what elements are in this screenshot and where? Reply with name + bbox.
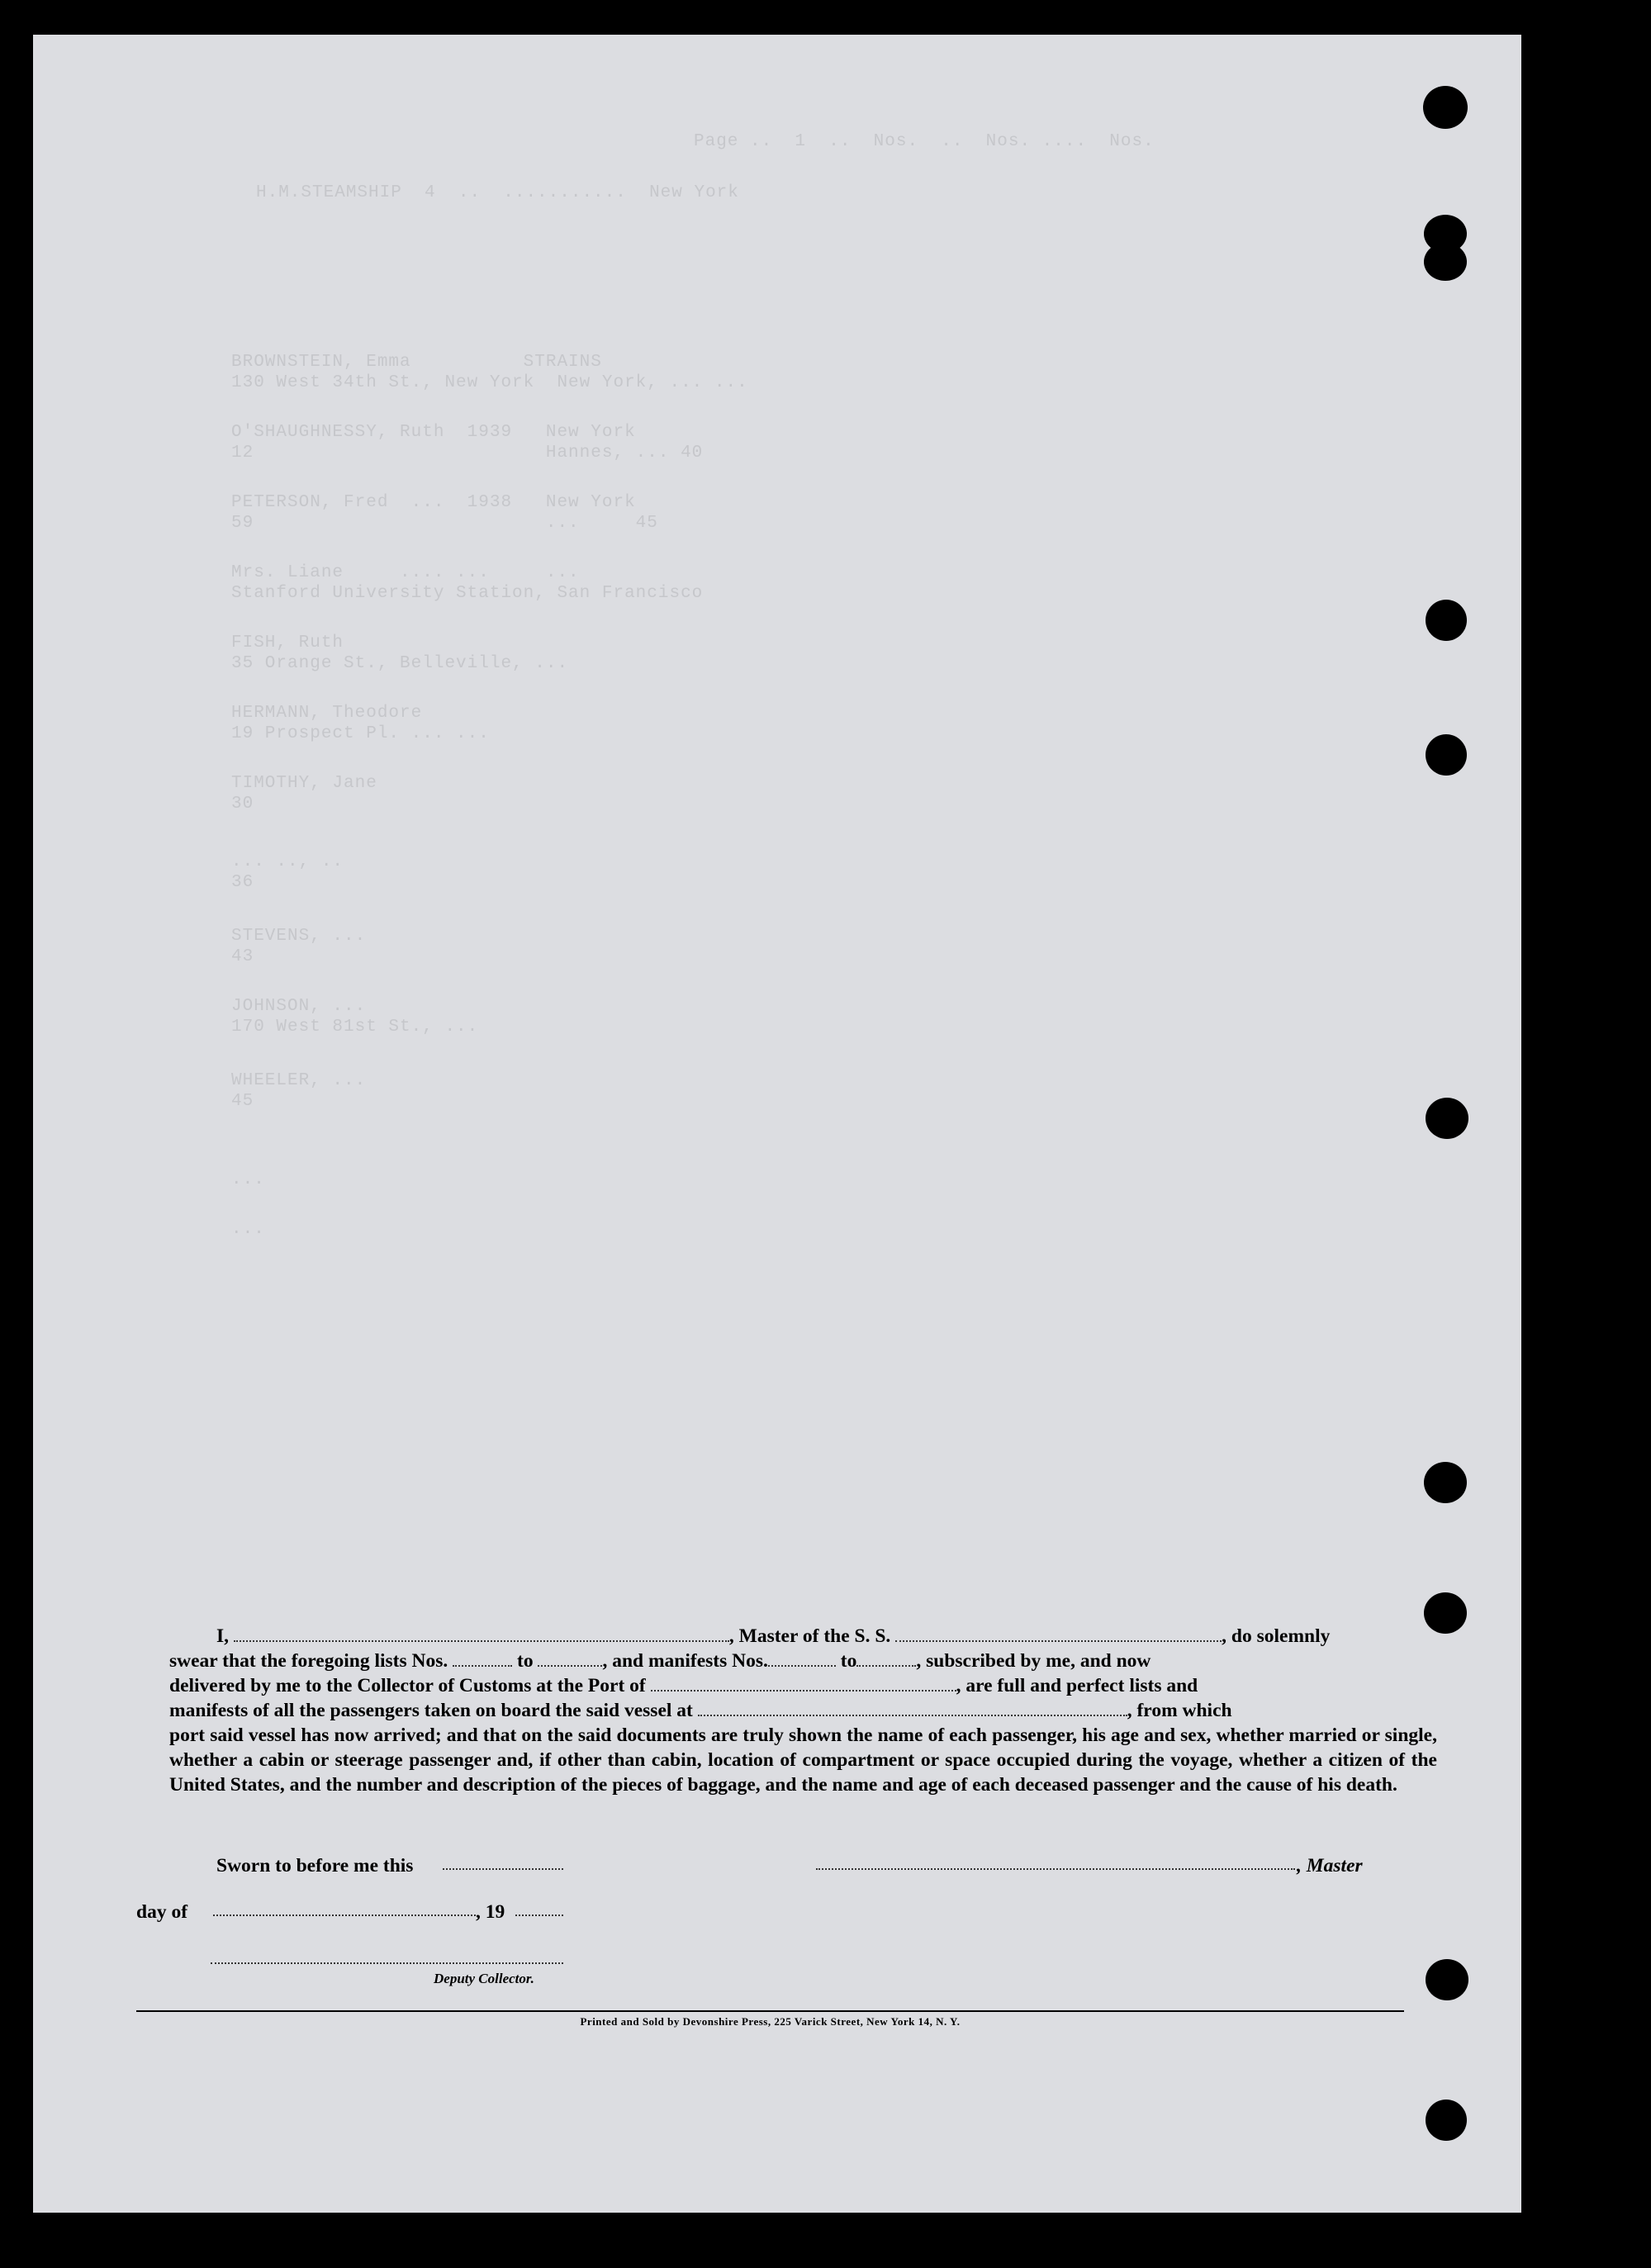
oath-swear: swear that the foregoing lists Nos. — [169, 1650, 448, 1672]
bleed-entry: 36 — [231, 873, 254, 892]
oath-body-text: port said vessel has now arrived; and that on the said documents are truly shown the name of each passenger, his age and sex, whether married or single, whether a cabin or steerage passenger and, if other than cabin, location of compartment or space occupied during the voyage, whether a citizen of the United States, and the number and description of the pieces of baggage, and the name and age of each deceased passenger and the cause of his death. — [169, 1725, 1437, 1796]
bleed-entry: 170 West 81st St., ... — [231, 1018, 479, 1037]
oath-to-1: to — [517, 1650, 534, 1672]
bleed-entry: TIMOTHY, Jane — [231, 774, 377, 793]
bleed-entry: 30 — [231, 795, 254, 814]
oath-paragraph — [169, 1624, 1437, 1797]
bleed-entry: 130 West 34th St., New York New York, ... ... — [231, 373, 748, 392]
punch-hole — [1426, 1959, 1468, 2000]
oath-do-solemnly: , do solemnly — [1222, 1625, 1331, 1647]
document-sheet — [33, 35, 1521, 2213]
footer-rule — [136, 2010, 1404, 2012]
year-label: , 19 — [476, 1901, 505, 1923]
punch-hole — [1426, 600, 1467, 641]
bleed-header-2: H.M.STEAMSHIP 4 .. ........... New York — [256, 183, 739, 202]
master-label: , Master — [1297, 1855, 1363, 1877]
departure-port-field[interactable] — [698, 1700, 1127, 1716]
oath-subscribed: , subscribed by me, and now — [916, 1650, 1151, 1672]
bleed-entry: 43 — [231, 947, 254, 966]
oath-from-which: , from which — [1127, 1700, 1232, 1721]
oath-to-2: to — [840, 1650, 857, 1672]
oath-are-full: , are full and perfect lists and — [956, 1675, 1198, 1696]
bleed-entry: Stanford University Station, San Francisco — [231, 584, 704, 603]
bleed-entry: 45 — [231, 1092, 254, 1111]
bleed-entry: STEVENS, ... — [231, 927, 367, 946]
manifests-to-field[interactable] — [856, 1650, 916, 1667]
bleed-entry: BROWNSTEIN, Emma STRAINS — [231, 353, 602, 372]
bleed-header-1: Page .. 1 .. Nos. .. Nos. .... Nos. — [694, 132, 1155, 151]
bleed-entry: HERMANN, Theodore — [231, 704, 423, 723]
bleed-entry: 59 ... 45 — [231, 514, 658, 533]
sworn-date-field[interactable] — [443, 1868, 563, 1870]
sworn-label: Sworn to before me this — [216, 1855, 414, 1877]
day-of-month-field[interactable] — [213, 1915, 476, 1916]
vessel-name-field[interactable] — [895, 1625, 1222, 1642]
year-field[interactable] — [515, 1915, 563, 1916]
master-name-field[interactable] — [234, 1625, 729, 1642]
bleed-entry: O'SHAUGHNESSY, Ruth 1939 New York — [231, 423, 636, 442]
bleed-entry: Mrs. Liane .... ... ... — [231, 563, 580, 582]
bleed-entry: JOHNSON, ... — [231, 997, 367, 1016]
lists-to-field[interactable] — [538, 1650, 602, 1667]
bleed-entry: ... — [231, 1220, 265, 1239]
punch-hole — [1423, 86, 1468, 129]
punch-hole — [1426, 1098, 1468, 1139]
printer-imprint: Printed and Sold by Devonshire Press, 225 Varick Street, New York 14, N. Y. — [580, 2015, 961, 2028]
punch-hole — [1426, 734, 1467, 776]
oath-delivered: delivered by me to the Collector of Customs at the Port of — [169, 1675, 646, 1696]
lists-from-field[interactable] — [453, 1650, 512, 1667]
punch-hole — [1426, 2100, 1467, 2141]
punch-hole — [1424, 243, 1467, 281]
punch-hole — [1424, 1462, 1467, 1503]
oath-and-manifests: , and manifests Nos. — [602, 1650, 768, 1672]
bleed-entry: 12 Hannes, ... 40 — [231, 444, 704, 463]
bleed-entry: 19 Prospect Pl. ... ... — [231, 724, 490, 743]
bleed-entry: ... — [231, 1170, 265, 1189]
bleed-entry: ... .., .. — [231, 852, 344, 871]
master-signature-field[interactable] — [816, 1868, 1295, 1870]
deputy-signature-field[interactable] — [211, 1962, 563, 1964]
manifests-from-field[interactable] — [768, 1650, 836, 1667]
day-of-label: day of — [136, 1901, 188, 1923]
oath-i-label: I, — [216, 1625, 230, 1647]
oath-manifests-all: manifests of all the passengers taken on board the said vessel at — [169, 1700, 693, 1721]
deputy-collector-label: Deputy Collector. — [434, 1971, 534, 1986]
bleed-entry: WHEELER, ... — [231, 1071, 367, 1090]
bleed-entry: FISH, Ruth — [231, 633, 344, 652]
bleed-entry: PETERSON, Fred ... 1938 New York — [231, 493, 636, 512]
oath-master-of: , Master of the S. S. — [728, 1625, 891, 1647]
bleed-entry: 35 Orange St., Belleville, ... — [231, 654, 569, 673]
port-field[interactable] — [651, 1675, 956, 1692]
